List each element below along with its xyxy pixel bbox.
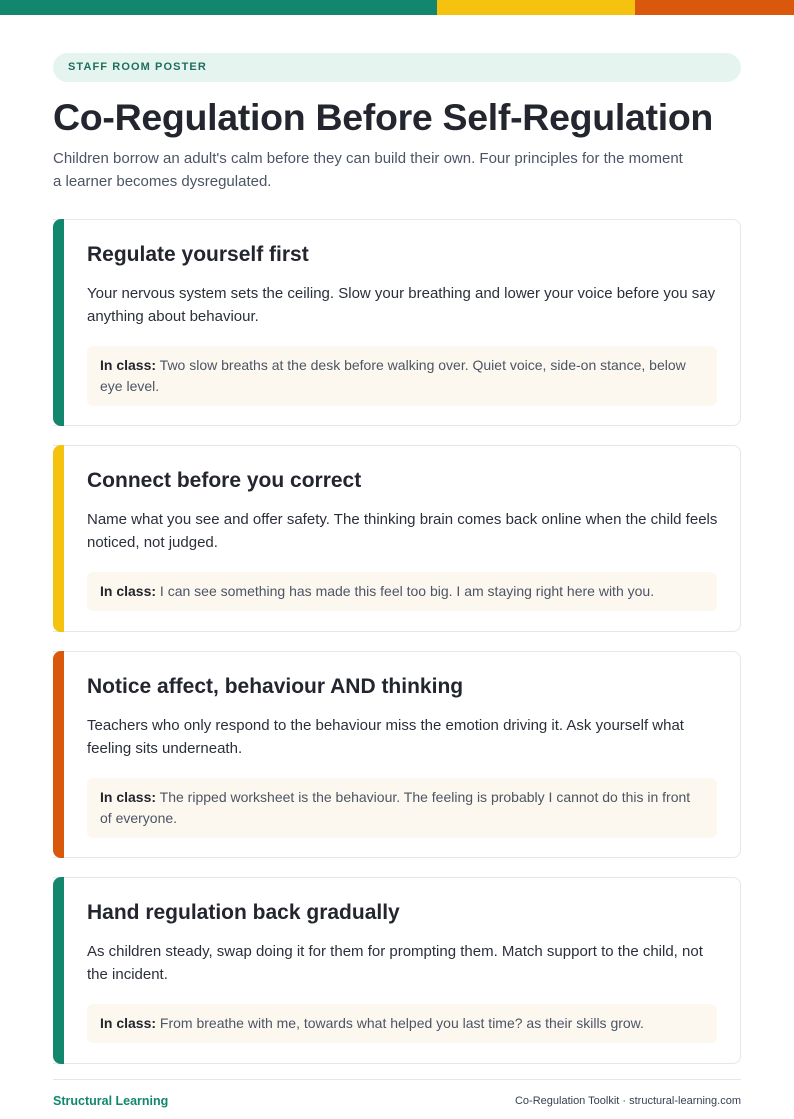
in-class-tip: [87, 572, 717, 611]
principle-title: Notice affect, behaviour AND thinking: [87, 675, 464, 698]
principle-card-hand-regulation-back: [53, 877, 741, 1064]
principle-title: Hand regulation back gradually: [87, 901, 400, 924]
tip-label: In class:: [100, 357, 157, 373]
eyebrow-badge: STAFF ROOM POSTER: [53, 53, 741, 82]
tip-text: Two slow breaths at the desk before walking over. Quiet voice, side-on stance, below eye level.: [100, 357, 686, 394]
tip-label: In class:: [100, 583, 157, 599]
top-bar-teal-segment: [0, 0, 437, 15]
page-title: Co-Regulation Before Self-Regulation: [53, 96, 714, 138]
top-bar-yellow-segment: [437, 0, 635, 15]
card-accent-stripe: [53, 445, 64, 632]
tip-text: I can see something has made this feel too big. I am staying right here with you.: [159, 583, 655, 599]
principle-body: As children steady, swap doing it for them for prompting them. Match support to the child, not the incident.: [87, 943, 703, 983]
tip-label: In class:: [100, 789, 157, 805]
footer-divider: [53, 1079, 741, 1080]
principle-card-notice-affect: [53, 651, 741, 858]
tip-text: The ripped worksheet is the behaviour. The feeling is probably I cannot do this in front of everyone.: [100, 789, 691, 826]
intro-text: Children borrow an adult's calm before they can build their own. Four principles for the moment a learner becomes dysregulated.: [53, 150, 683, 190]
top-color-bar: [0, 0, 794, 15]
tip-label: In class:: [100, 1015, 157, 1031]
principle-body: Name what you see and offer safety. The thinking brain comes back online when the child feels noticed, not judged.: [87, 511, 718, 551]
principle-title: Regulate yourself first: [87, 243, 309, 266]
principle-card-regulate-yourself: [53, 219, 741, 426]
principle-body: Your nervous system sets the ceiling. Slow your breathing and lower your voice before you say anything about behaviour.: [87, 285, 716, 325]
principle-card-connect-before-correct: [53, 445, 741, 632]
card-accent-stripe: [53, 877, 64, 1064]
in-class-tip: [87, 1004, 717, 1043]
in-class-tip: [87, 778, 717, 838]
card-accent-stripe: [53, 651, 64, 858]
footer-brand: Structural Learning: [53, 1094, 169, 1108]
card-accent-stripe: [53, 219, 64, 426]
footer-meta: Co-Regulation Toolkit · structural-learning.com: [514, 1095, 741, 1107]
in-class-tip: [87, 346, 717, 406]
tip-text: From breathe with me, towards what helped you last time? as their skills grow.: [159, 1015, 644, 1031]
principle-body: Teachers who only respond to the behaviour miss the emotion driving it. Ask yourself what feeling sits underneath.: [87, 717, 684, 757]
top-bar-orange-segment: [635, 0, 794, 15]
principle-title: Connect before you correct: [87, 469, 362, 492]
